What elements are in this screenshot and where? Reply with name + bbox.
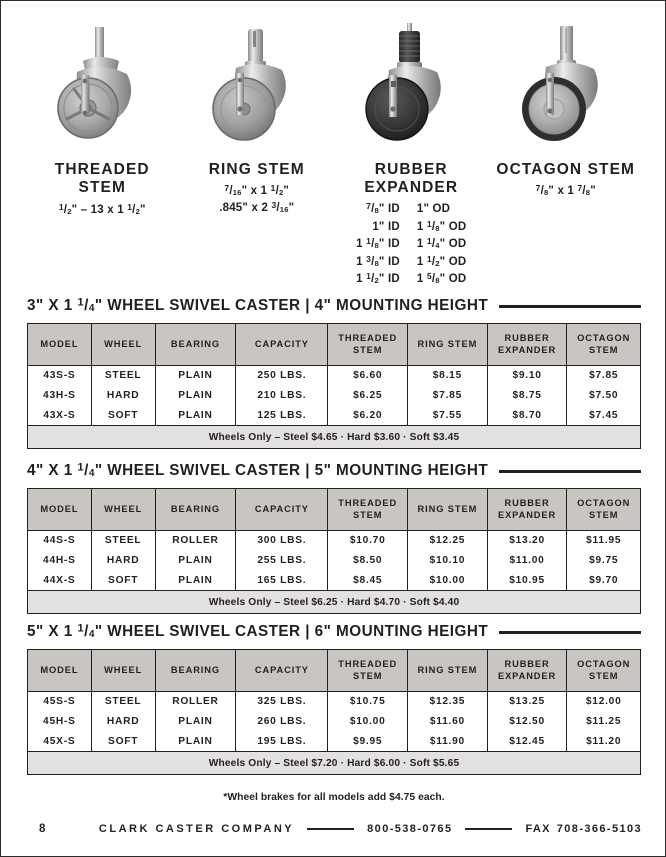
col-wheel: WHEEL	[91, 489, 155, 531]
cell-bearing: PLAIN	[155, 386, 236, 406]
cell-octagon-stem: $9.70	[589, 574, 619, 586]
size-id: 1" ID	[372, 220, 400, 233]
heading-rule	[499, 305, 641, 308]
stem-label-octagon-stem	[489, 161, 644, 200]
stem-label-rubber-expander	[334, 161, 489, 288]
cell-threaded-stem: $10.00	[328, 712, 408, 732]
wheels-only-text: Wheels Only – Steel $7.20 · Hard $6.00 · Soft $5.65	[28, 752, 641, 775]
stem-subtitle: $^1/_2$" – 13 x 1 $^1/_2$"	[58, 201, 146, 216]
stem-label-threaded-stem	[25, 161, 180, 218]
cell-capacity: 125 LBS.	[236, 406, 328, 426]
col-bearing: BEARING	[155, 650, 236, 692]
spec-section-4-inch	[27, 462, 641, 614]
size-row	[356, 253, 466, 271]
size-id: 1 $^1/_2$" ID	[356, 271, 400, 286]
table-row	[28, 386, 641, 406]
table-header-row	[28, 324, 641, 366]
stem-title: OCTAGON STEM	[496, 161, 636, 178]
cell-ring-stem: $12.35	[408, 692, 488, 712]
col-model: MODEL	[28, 324, 92, 366]
cell-model: 43H-S	[28, 386, 92, 406]
cell-capacity: 195 LBS.	[236, 732, 328, 752]
col-threaded-stem: THREADED STEM	[328, 650, 408, 692]
page-number: 8	[39, 823, 46, 835]
cell-model: 44X-S	[28, 571, 92, 591]
cell-ring-stem: $8.15	[408, 366, 488, 386]
col-wheel: WHEEL	[91, 324, 155, 366]
cell-rubber-expander: $8.70	[487, 406, 567, 426]
phone-number: 800-538-0765	[367, 823, 453, 835]
photo-cell-octagon-stem	[489, 23, 644, 153]
octagon-stem-caster-photo	[510, 23, 622, 153]
product-photo-strip	[25, 23, 643, 153]
threaded-stem-caster-photo	[43, 25, 161, 153]
cell-rubber-expander: $13.25	[487, 692, 567, 712]
section-heading	[27, 462, 641, 480]
cell-ring-stem: $10.00	[408, 571, 488, 591]
table-row	[28, 406, 641, 426]
cell-rubber-expander: $9.10	[487, 366, 567, 386]
col-threaded-stem: THREADED STEM	[328, 489, 408, 531]
cell-bearing: PLAIN	[155, 571, 236, 591]
col-rubber-expander: RUBBER EXPANDER	[487, 324, 567, 366]
cell-capacity: 250 LBS.	[236, 366, 328, 386]
col-capacity: CAPACITY	[236, 324, 328, 366]
cell-bearing: ROLLER	[155, 692, 236, 712]
page-footer	[39, 823, 643, 835]
table-row	[28, 571, 641, 591]
cell-model: 45X-S	[28, 732, 92, 752]
cell-rubber-expander: $8.75	[487, 386, 567, 406]
cell-octagon-stem: $11.25	[586, 716, 622, 728]
col-rubber-expander: RUBBER EXPANDER	[487, 650, 567, 692]
size-row	[356, 236, 466, 254]
spec-section-3-inch	[27, 297, 641, 449]
cell-octagon-stem: $11.20	[586, 735, 622, 747]
cell-model: 44H-S	[28, 551, 92, 571]
col-model: MODEL	[28, 489, 92, 531]
wheels-only-row	[28, 426, 641, 449]
fax-number: 708-366-5103	[556, 823, 643, 835]
company-name: CLARK CASTER COMPANY	[98, 823, 295, 835]
cell-octagon-stem: $11.95	[586, 535, 622, 547]
col-octagon-stem: OCTAGON STEM	[567, 324, 641, 366]
spec-table-4-inch	[27, 488, 641, 614]
footer-rule-right	[465, 828, 512, 831]
size-od: 1 $^1/_2$" OD	[416, 253, 467, 268]
cell-capacity: 260 LBS.	[236, 712, 328, 732]
col-ring-stem: RING STEM	[408, 650, 488, 692]
wheels-only-row	[28, 752, 641, 775]
cell-wheel: SOFT	[91, 406, 155, 426]
cell-bearing: PLAIN	[155, 712, 236, 732]
table-row	[28, 712, 641, 732]
size-od: 1 $^1/_4$" OD	[416, 235, 467, 251]
cell-model: 45H-S	[28, 712, 92, 732]
footnote: *Wheel brakes for all models add $4.75 each.	[223, 792, 445, 803]
cell-threaded-stem: $6.20	[328, 406, 408, 426]
footer-rule-left	[307, 828, 354, 831]
stem-title: RING STEM	[208, 161, 305, 178]
cell-rubber-expander: $11.00	[487, 551, 567, 571]
cell-ring-stem: $12.25	[408, 531, 488, 551]
section-heading-text: 3" X 1 $^1/_4$" WHEEL SWIVEL CASTER | 4" MOUNTING HEIGHT	[27, 296, 489, 315]
stem-subtitle: $^7/_{16}$" x 1 $^1/_2$" .845" x 2 $^3/_{16}$"	[219, 183, 295, 214]
cell-rubber-expander: $12.45	[487, 732, 567, 752]
cell-bearing: PLAIN	[155, 551, 236, 571]
cell-octagon-stem: $9.75	[589, 555, 619, 567]
cell-capacity: 165 LBS.	[236, 571, 328, 591]
cell-rubber-expander: $10.95	[487, 571, 567, 591]
spec-table-5-inch	[27, 649, 641, 775]
cell-threaded-stem: $8.50	[328, 551, 408, 571]
col-wheel: WHEEL	[91, 650, 155, 692]
fax-label: FAX	[525, 823, 551, 835]
cell-capacity: 300 LBS.	[236, 531, 328, 551]
col-model: MODEL	[28, 650, 92, 692]
cell-wheel: HARD	[91, 386, 155, 406]
size-id: $^7/_8$" ID	[366, 200, 400, 216]
photo-cell-threaded-stem	[25, 23, 180, 153]
cell-threaded-stem: $6.60	[328, 366, 408, 386]
col-capacity: CAPACITY	[236, 650, 328, 692]
size-row	[356, 201, 466, 219]
table-row	[28, 366, 641, 386]
wheels-only-row	[28, 591, 641, 614]
cell-ring-stem: $11.90	[408, 732, 488, 752]
cell-ring-stem: $7.85	[408, 386, 488, 406]
cell-wheel: SOFT	[91, 732, 155, 752]
cell-octagon-stem: $7.50	[589, 390, 619, 402]
rubber-expander-size-table	[356, 201, 466, 289]
section-heading-text: 4" X 1 $^1/_4$" WHEEL SWIVEL CASTER | 5" MOUNTING HEIGHT	[27, 461, 489, 480]
table-row	[28, 531, 641, 551]
cell-wheel: HARD	[91, 551, 155, 571]
cell-rubber-expander: $12.50	[487, 712, 567, 732]
cell-bearing: ROLLER	[155, 531, 236, 551]
col-ring-stem: RING STEM	[408, 324, 488, 366]
cell-threaded-stem: $8.45	[328, 571, 408, 591]
cell-octagon-stem: $7.85	[589, 370, 619, 382]
cell-wheel: SOFT	[91, 571, 155, 591]
col-octagon-stem: OCTAGON STEM	[567, 650, 641, 692]
cell-octagon-stem: $7.45	[589, 409, 619, 421]
cell-threaded-stem: $6.25	[328, 386, 408, 406]
size-id: 1 $^1/_8$" ID	[356, 235, 400, 251]
cell-bearing: PLAIN	[155, 732, 236, 752]
size-od: 1" OD	[416, 203, 451, 216]
cell-model: 44S-S	[28, 531, 92, 551]
size-od: 1 $^5/_8$" OD	[416, 271, 467, 286]
size-od: 1 $^1/_8$" OD	[416, 218, 467, 233]
section-heading	[27, 623, 641, 641]
table-row	[28, 732, 641, 752]
cell-model: 43S-S	[28, 366, 92, 386]
cell-bearing: PLAIN	[155, 366, 236, 386]
cell-octagon-stem: $12.00	[585, 696, 622, 708]
cell-wheel: HARD	[91, 712, 155, 732]
size-id: 1 $^3/_8$" ID	[356, 253, 400, 268]
wheels-only-text: Wheels Only – Steel $4.65 · Hard $3.60 · Soft $3.45	[28, 426, 641, 449]
spec-section-5-inch	[27, 623, 641, 775]
table-row	[28, 551, 641, 571]
table-row	[28, 692, 641, 712]
cell-rubber-expander: $13.20	[487, 531, 567, 551]
col-rubber-expander: RUBBER EXPANDER	[487, 489, 567, 531]
cell-capacity: 210 LBS.	[236, 386, 328, 406]
table-header-row	[28, 650, 641, 692]
table-header-row	[28, 489, 641, 531]
spec-table-3-inch	[27, 323, 641, 449]
cell-capacity: 325 LBS.	[236, 692, 328, 712]
cell-ring-stem: $11.60	[408, 712, 488, 732]
rubber-expander-caster-photo	[355, 21, 467, 153]
col-capacity: CAPACITY	[236, 489, 328, 531]
stem-subtitle: $^7/_8$" x 1 $^7/_8$"	[535, 183, 596, 198]
col-octagon-stem: OCTAGON STEM	[567, 489, 641, 531]
cell-threaded-stem: $10.70	[328, 531, 408, 551]
size-row	[356, 271, 466, 289]
heading-rule	[499, 631, 641, 634]
wheels-only-text: Wheels Only – Steel $6.25 · Hard $4.70 · Soft $4.40	[28, 591, 641, 614]
cell-wheel: STEEL	[91, 366, 155, 386]
ring-stem-caster-photo	[202, 25, 312, 153]
cell-model: 45S-S	[28, 692, 92, 712]
col-bearing: BEARING	[155, 489, 236, 531]
stem-title: THREADED STEM	[54, 161, 150, 197]
col-threaded-stem: THREADED STEM	[328, 324, 408, 366]
stem-labels-row	[25, 161, 643, 288]
size-row	[356, 218, 466, 236]
cell-threaded-stem: $10.75	[328, 692, 408, 712]
col-ring-stem: RING STEM	[408, 489, 488, 531]
heading-rule	[499, 470, 641, 473]
photo-cell-rubber-expander	[334, 23, 489, 153]
photo-cell-ring-stem	[180, 23, 335, 153]
cell-model: 43X-S	[28, 406, 92, 426]
cell-wheel: STEEL	[91, 531, 155, 551]
section-heading	[27, 297, 641, 315]
cell-ring-stem: $7.55	[408, 406, 488, 426]
stem-title: RUBBER EXPANDER	[364, 161, 459, 197]
cell-wheel: STEEL	[91, 692, 155, 712]
cell-bearing: PLAIN	[155, 406, 236, 426]
stem-label-ring-stem	[180, 161, 335, 216]
cell-ring-stem: $10.10	[408, 551, 488, 571]
section-heading-text: 5" X 1 $^1/_4$" WHEEL SWIVEL CASTER | 6" MOUNTING HEIGHT	[27, 622, 489, 641]
cell-capacity: 255 LBS.	[236, 551, 328, 571]
cell-threaded-stem: $9.95	[328, 732, 408, 752]
col-bearing: BEARING	[155, 324, 236, 366]
